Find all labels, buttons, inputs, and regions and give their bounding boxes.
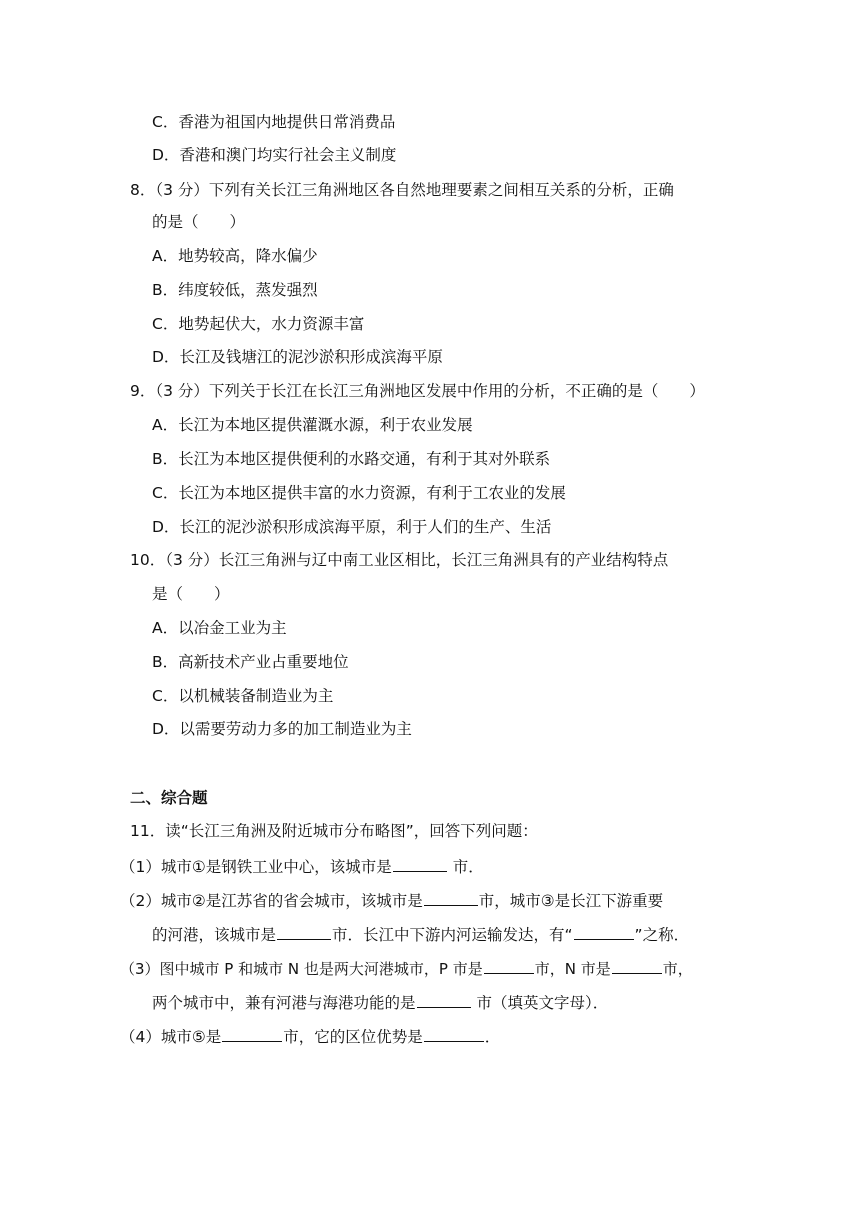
q9-option-c: C．长江为本地区提供丰富的水力资源，有利于工农业的发展 bbox=[152, 484, 566, 502]
q11-part2-text-d: 市．长江中下游内河运输发达，有“ bbox=[332, 926, 573, 944]
q10-option-a: A．以冶金工业为主 bbox=[152, 619, 287, 637]
q11-part4 bbox=[120, 1025, 500, 1047]
q11-part1-text: （1）城市①是钢铁工业中心，该城市是 bbox=[120, 858, 392, 876]
q7-option-d: D．香港和澳门均实行社会主义制度 bbox=[152, 146, 397, 164]
answer-blank[interactable] bbox=[424, 1025, 484, 1042]
q9-stem: 9．（3 分）下列关于长江在长江三角洲地区发展中作用的分析，不正确的是（ ） bbox=[130, 382, 705, 400]
q10-stem-line1: 10．（3 分）长江三角洲与辽中南工业区相比，长江三角洲具有的产业结构特点 bbox=[130, 551, 669, 569]
answer-blank[interactable] bbox=[222, 1025, 282, 1042]
answer-blank[interactable] bbox=[417, 991, 471, 1008]
q11-part1 bbox=[120, 855, 484, 877]
q11-part1-suffix: 市． bbox=[447, 858, 484, 876]
q11-part2-line2 bbox=[152, 923, 689, 945]
q8-option-b: B．纬度较低，蒸发强烈 bbox=[152, 281, 318, 299]
q10-option-b: B．高新技术产业占重要地位 bbox=[152, 653, 349, 671]
q11-part3-text-d: 两个城市中，兼有河港与海港功能的是 bbox=[152, 994, 416, 1012]
q11-part3-text-b: 市，N 市是 bbox=[534, 960, 611, 978]
section-heading: 二、综合题 bbox=[130, 789, 208, 807]
q8-option-c: C．地势起伏大，水力资源丰富 bbox=[152, 315, 365, 333]
answer-blank[interactable] bbox=[424, 889, 478, 906]
q11-part3-text-a: （3）图中城市 P 和城市 N 也是两大河港城市，P 市是 bbox=[120, 960, 483, 978]
q10-option-c: C．以机械装备制造业为主 bbox=[152, 687, 334, 705]
q7-option-c: C．香港为祖国内地提供日常消费品 bbox=[152, 113, 396, 131]
q11-stem: 11．读“长江三角洲及附近城市分布略图”，回答下列问题： bbox=[130, 822, 538, 840]
answer-blank[interactable] bbox=[574, 923, 634, 940]
q11-part3-line2 bbox=[152, 991, 608, 1013]
q11-part3-text-e: 市（填英文字母）． bbox=[471, 994, 609, 1012]
q9-option-d: D．长江的泥沙淤积形成滨海平原，利于人们的生产、生活 bbox=[152, 518, 552, 536]
q9-option-b: B．长江为本地区提供便利的水路交通，有利于其对外联系 bbox=[152, 450, 551, 468]
q11-part4-text-a: （4）城市⑤是 bbox=[120, 1028, 222, 1046]
q10-stem-line2: 是（ ） bbox=[152, 585, 230, 603]
q8-stem-line2: 的是（ ） bbox=[152, 213, 246, 231]
q9-option-a: A．长江为本地区提供灌溉水源，利于农业发展 bbox=[152, 416, 473, 434]
q11-part3-line1 bbox=[120, 957, 693, 979]
answer-blank[interactable] bbox=[393, 855, 447, 872]
q11-part3-text-c: 市， bbox=[662, 960, 693, 978]
q11-part2-text-b: 市，城市③是长江下游重要 bbox=[478, 892, 664, 910]
q8-option-d: D．长江及钱塘江的泥沙淤积形成滨海平原 bbox=[152, 348, 443, 366]
q11-part4-text-c: ． bbox=[484, 1028, 501, 1046]
q11-part2-line1 bbox=[120, 889, 663, 911]
q11-part2-text-e: ”之称． bbox=[634, 926, 690, 944]
q11-part2-text-c: 的河港，该城市是 bbox=[152, 926, 277, 944]
answer-blank[interactable] bbox=[612, 957, 662, 974]
answer-blank[interactable] bbox=[277, 923, 331, 940]
q8-option-a: A．地势较高，降水偏少 bbox=[152, 247, 318, 265]
q8-stem-line1: 8．（3 分）下列有关长江三角洲地区各自然地理要素之间相互关系的分析，正确 bbox=[130, 181, 674, 199]
answer-blank[interactable] bbox=[484, 957, 534, 974]
q10-option-d: D．以需要劳动力多的加工制造业为主 bbox=[152, 720, 412, 738]
q11-part4-text-b: 市，它的区位优势是 bbox=[283, 1028, 423, 1046]
q11-part2-text-a: （2）城市②是江苏省的省会城市，该城市是 bbox=[120, 892, 423, 910]
